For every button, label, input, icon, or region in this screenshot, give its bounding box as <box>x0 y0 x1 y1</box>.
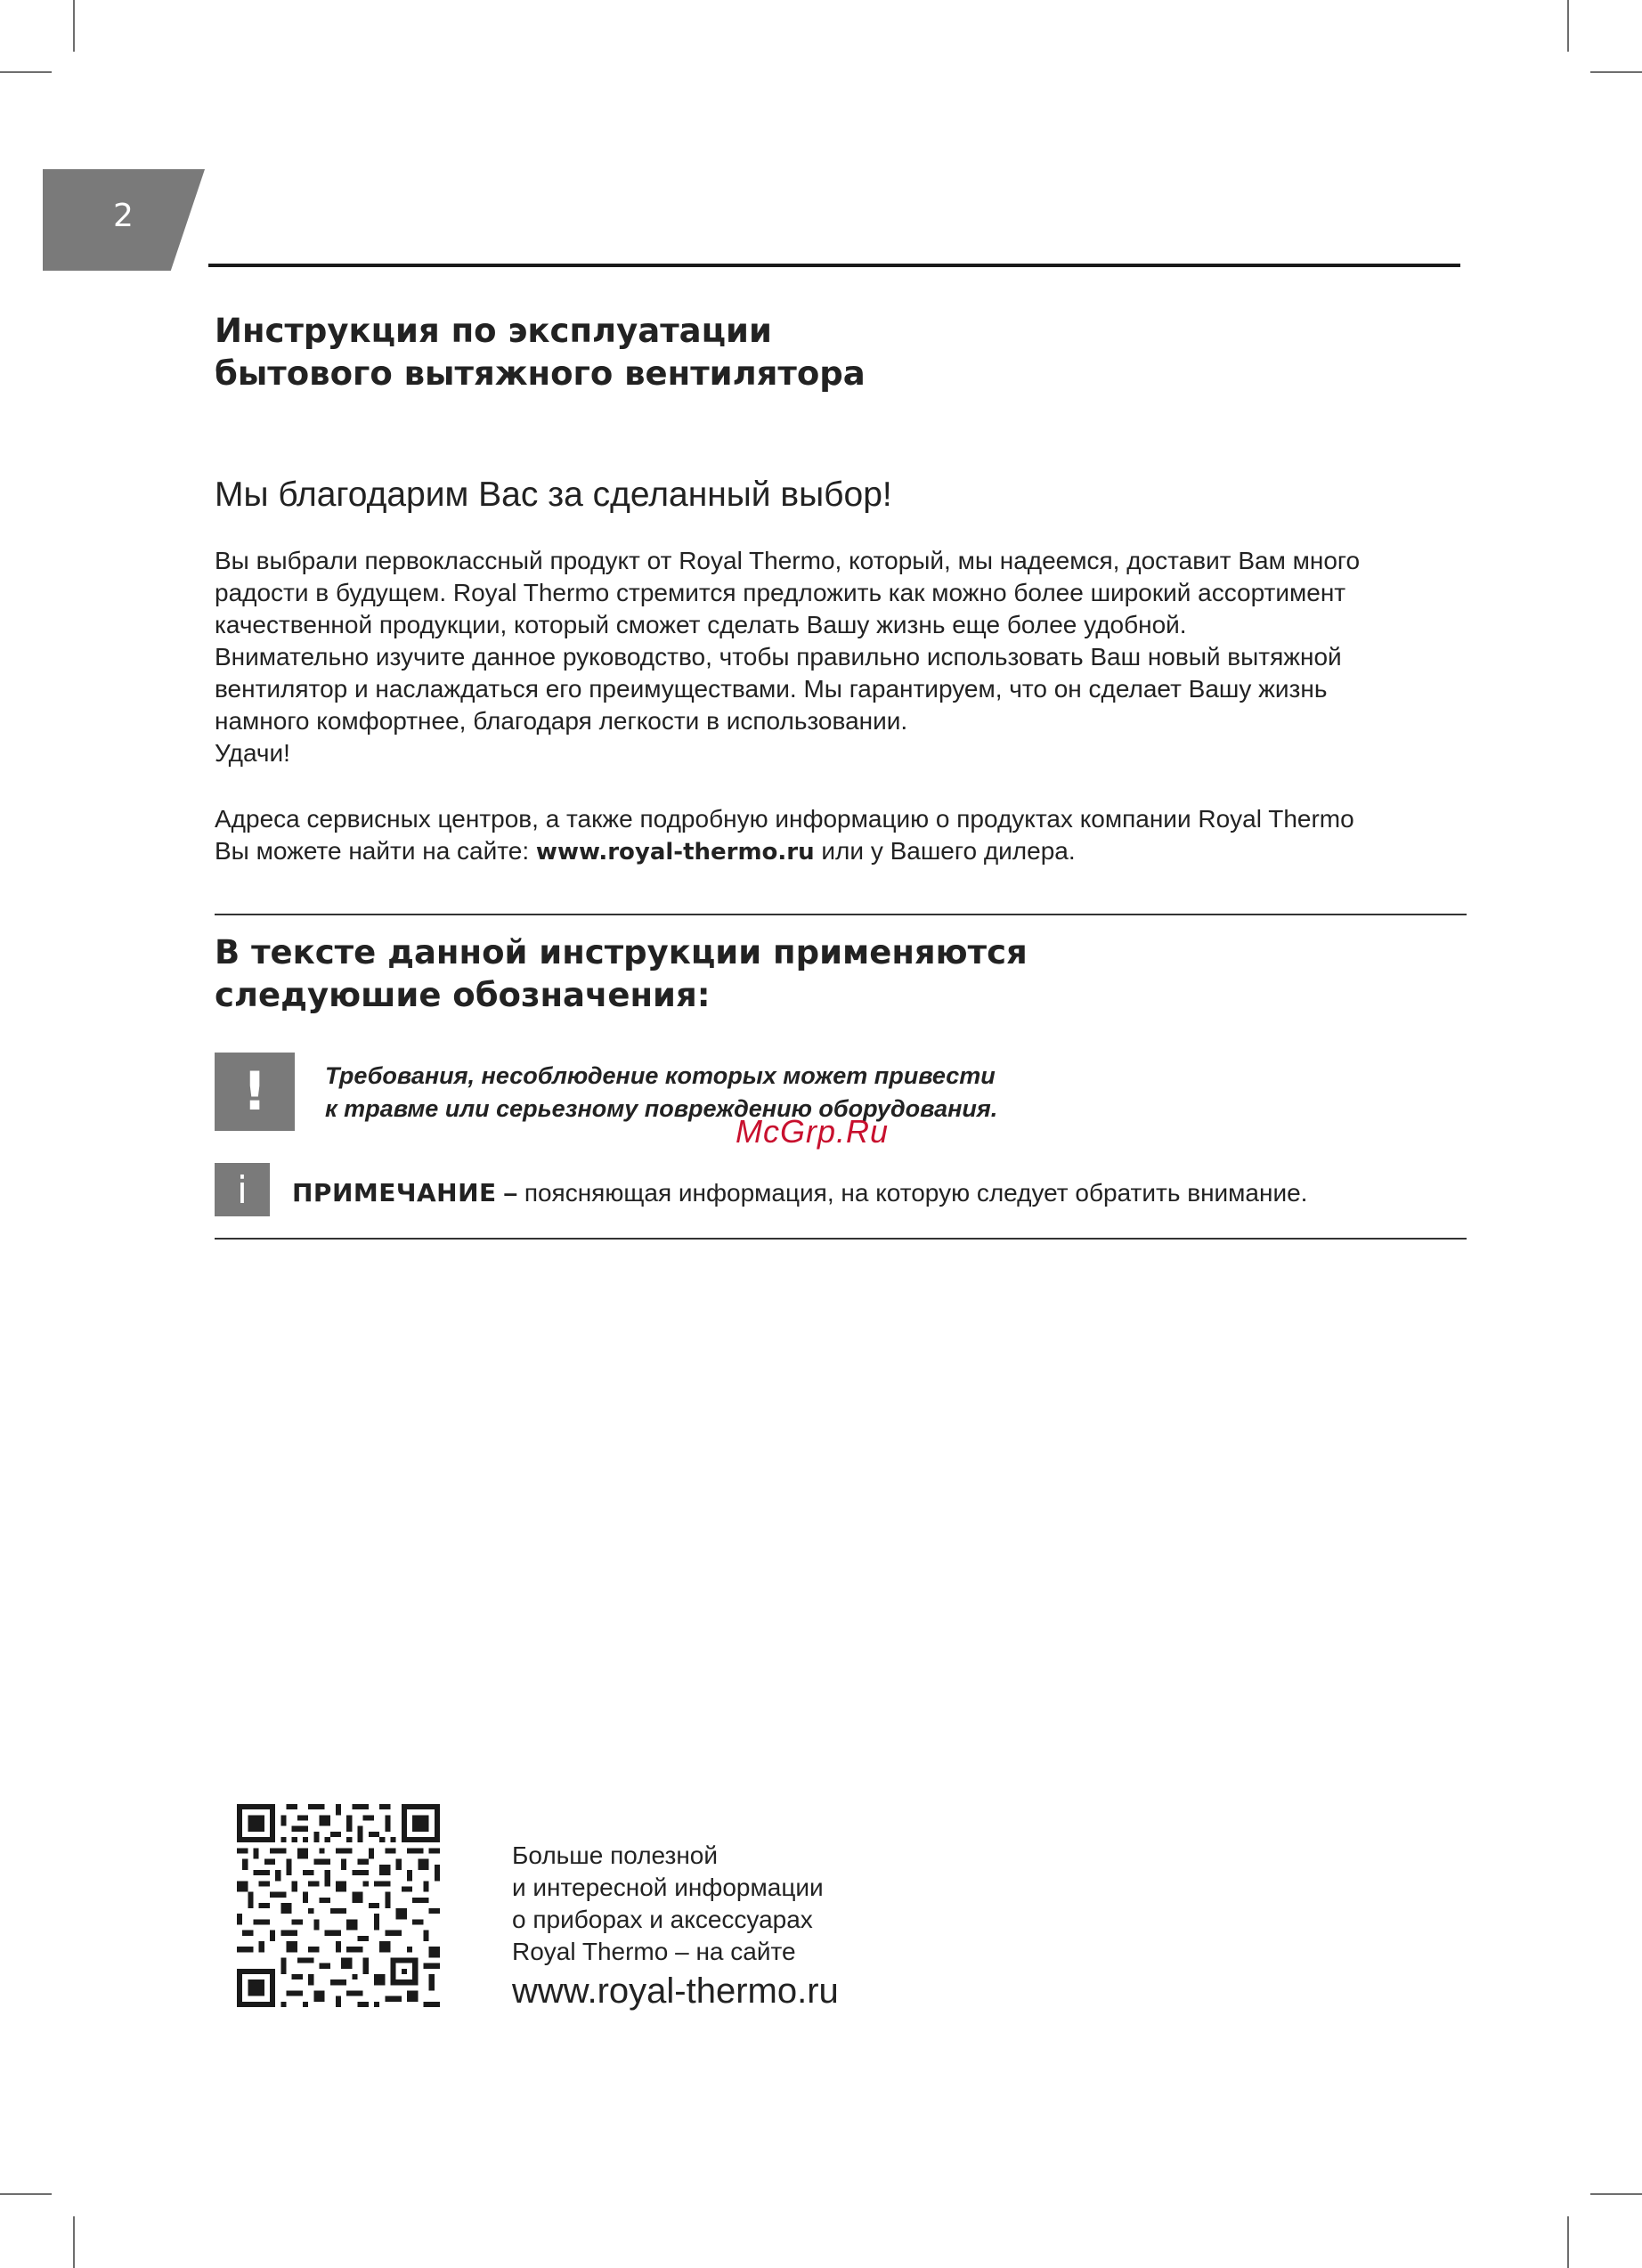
legend-heading-line: следуюшие обозначения: <box>215 976 711 1014</box>
text-line: Удачи! <box>215 739 290 767</box>
qr-code[interactable] <box>237 1804 440 2007</box>
text-line: Вы выбрали первоклассный продукт от Royal Thermo, который, мы надеемся, доставит Вам много <box>215 547 1361 574</box>
text-line: намного комфортнее, благодаря легкости в использовании. <box>215 707 908 735</box>
crop-mark <box>1567 0 1569 52</box>
text-line: Требования, несоблюдение которых может привести <box>325 1062 996 1089</box>
text-line: качественной продукции, который сможет сделать Вашу жизнь еще более удобной. <box>215 611 1187 638</box>
note-description <box>292 1175 1467 1211</box>
watermark: McGrp.Ru <box>736 1113 890 1150</box>
crop-mark <box>1590 71 1642 73</box>
document-title-line: бытового вытяжного вентилятора <box>215 354 866 393</box>
text-line: о приборах и аксессуарах <box>512 1906 813 1933</box>
page-number: 2 <box>113 198 134 234</box>
thanks-heading: Мы благодарим Вас за сделанный выбор! <box>215 476 892 514</box>
legend-heading <box>215 931 1283 1017</box>
note-text: поясняющая информация, на которую следует обратить внимание. <box>524 1179 1308 1207</box>
service-text: или у Вашего дилера. <box>814 837 1076 865</box>
text-line: Больше полезной <box>512 1841 718 1869</box>
text-line: Royal Thermo – на сайте <box>512 1938 796 1965</box>
text-line <box>215 835 1479 868</box>
text-line: и интересной информации <box>512 1874 824 1901</box>
info-icon: i <box>215 1163 270 1216</box>
service-text: Вы можете найти на сайте: <box>215 837 536 865</box>
intro-paragraph <box>215 545 1479 769</box>
text-line: Адреса сервисных центров, а также подробную информацию о продуктах компании Royal Thermo <box>215 805 1354 833</box>
document-title-line: Инструкция по эксплуатации <box>215 312 772 350</box>
section-divider <box>215 914 1467 915</box>
text-line: радости в будущем. Royal Thermo стремится предложить как можно более широкий ассортимент <box>215 579 1346 606</box>
note-label: ПРИМЕЧАНИЕ <box>292 1178 497 1207</box>
legend-heading-line: В тексте данной инструкции применяются <box>215 933 1028 971</box>
promo-website-link[interactable]: www.royal-thermo.ru <box>512 1971 839 2011</box>
text-line: Внимательно изучите данное руководство, чтобы правильно использовать Ваш новый вытяжной <box>215 643 1342 671</box>
crop-mark <box>73 2216 75 2268</box>
crop-mark <box>73 0 75 52</box>
service-paragraph <box>215 803 1479 868</box>
note-dash: – <box>496 1179 524 1207</box>
document-title <box>215 310 1194 395</box>
crop-mark <box>0 71 52 73</box>
promo-text <box>512 1840 1046 1968</box>
warning-icon: ! <box>215 1053 295 1131</box>
text-line: к травме или серьезному повреждению оборудования. <box>325 1095 998 1122</box>
crop-mark <box>0 2193 52 2195</box>
crop-mark <box>1590 2193 1642 2195</box>
website-link[interactable]: www.royal-thermo.ru <box>535 839 815 866</box>
crop-mark <box>1567 2216 1569 2268</box>
text-line: вентилятор и наслаждаться его преимуществами. Мы гарантируем, что он сделает Вашу жизнь <box>215 675 1328 703</box>
section-divider <box>215 1238 1467 1240</box>
header-rule <box>208 264 1460 267</box>
